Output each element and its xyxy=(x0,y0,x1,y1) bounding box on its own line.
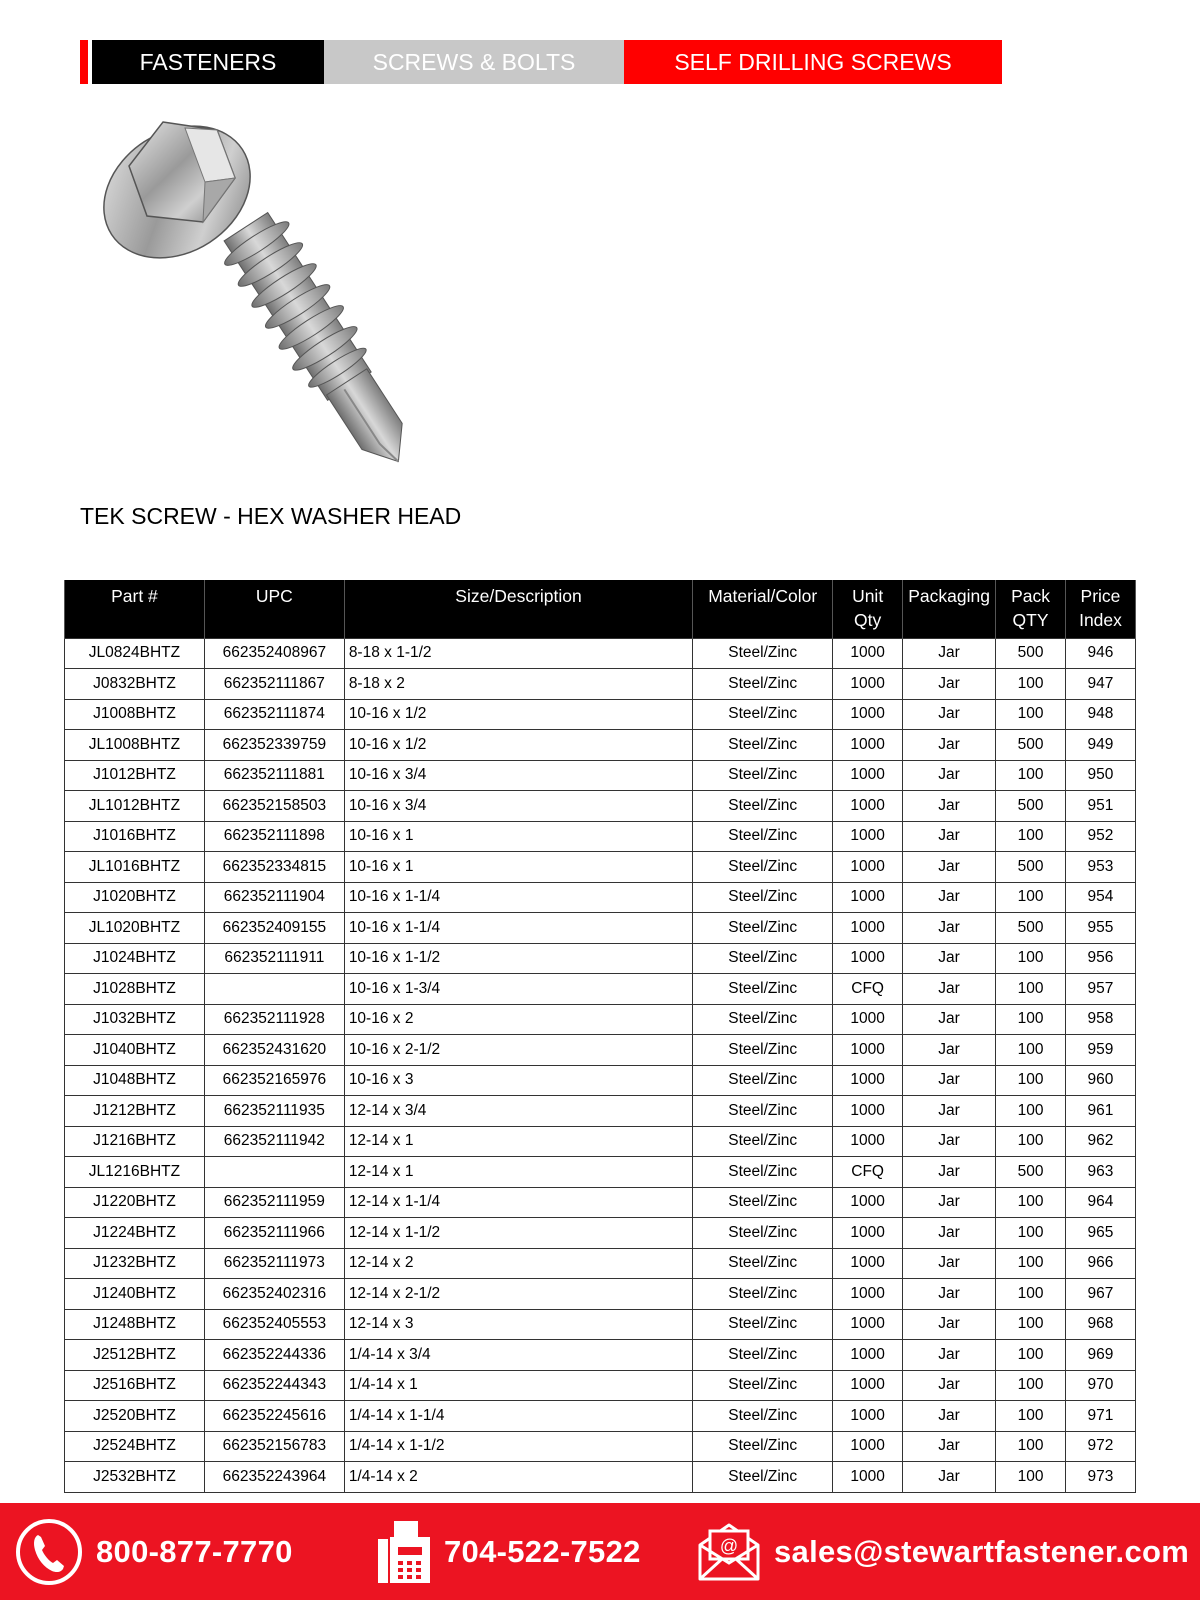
cell-pack-qty: 100 xyxy=(996,1004,1066,1035)
cell-packaging: Jar xyxy=(903,1248,996,1279)
cell-upc: 662352111881 xyxy=(204,760,344,791)
cell-unit-qty: 1000 xyxy=(833,1401,903,1432)
cell-unit-qty: 1000 xyxy=(833,1370,903,1401)
table-row xyxy=(65,882,1136,913)
cell-upc: 662352111911 xyxy=(204,943,344,974)
cell-packaging: Jar xyxy=(903,852,996,883)
cell-unit-qty: 1000 xyxy=(833,913,903,944)
table-row xyxy=(65,1187,1136,1218)
cell-material: Steel/Zinc xyxy=(693,1187,833,1218)
table-row xyxy=(65,1401,1136,1432)
cell-material: Steel/Zinc xyxy=(693,1279,833,1310)
breadcrumb-item-self-drilling-screws[interactable]: SELF DRILLING SCREWS xyxy=(624,40,1002,84)
header-part-label: Part # xyxy=(111,586,158,606)
cell-unit-qty: 1000 xyxy=(833,1035,903,1066)
contact-footer xyxy=(0,1503,1200,1600)
cell-size: 12-14 x 3 xyxy=(344,1309,692,1340)
email-icon xyxy=(696,1523,762,1581)
cell-material: Steel/Zinc xyxy=(693,943,833,974)
cell-price-index: 972 xyxy=(1065,1431,1135,1462)
cell-part: J2532BHTZ xyxy=(65,1462,205,1493)
cell-part: J1020BHTZ xyxy=(65,882,205,913)
table-row xyxy=(65,669,1136,700)
cell-packaging: Jar xyxy=(903,1340,996,1371)
cell-unit-qty: 1000 xyxy=(833,1248,903,1279)
table-row xyxy=(65,1279,1136,1310)
cell-unit-qty: 1000 xyxy=(833,1065,903,1096)
cell-unit-qty: 1000 xyxy=(833,669,903,700)
cell-upc: 662352245616 xyxy=(204,1401,344,1432)
cell-upc: 662352158503 xyxy=(204,791,344,822)
cell-pack-qty: 100 xyxy=(996,760,1066,791)
cell-packaging: Jar xyxy=(903,638,996,669)
header-material-label: Material/Color xyxy=(708,586,818,606)
cell-size: 10-16 x 1 xyxy=(344,852,692,883)
cell-part: J0832BHTZ xyxy=(65,669,205,700)
cell-price-index: 962 xyxy=(1065,1126,1135,1157)
cell-price-index: 965 xyxy=(1065,1218,1135,1249)
header-price-line2: Index xyxy=(1079,610,1122,630)
cell-part: J1028BHTZ xyxy=(65,974,205,1005)
cell-price-index: 960 xyxy=(1065,1065,1135,1096)
cell-upc: 662352111867 xyxy=(204,669,344,700)
cell-pack-qty: 100 xyxy=(996,943,1066,974)
header-price-line1: Price xyxy=(1080,586,1121,606)
cell-size: 10-16 x 2-1/2 xyxy=(344,1035,692,1066)
cell-packaging: Jar xyxy=(903,791,996,822)
cell-upc: 662352409155 xyxy=(204,913,344,944)
cell-packaging: Jar xyxy=(903,699,996,730)
cell-price-index: 948 xyxy=(1065,699,1135,730)
cell-unit-qty: 1000 xyxy=(833,1309,903,1340)
cell-price-index: 946 xyxy=(1065,638,1135,669)
cell-size: 10-16 x 1-3/4 xyxy=(344,974,692,1005)
cell-packaging: Jar xyxy=(903,1126,996,1157)
cell-upc: 662352111904 xyxy=(204,882,344,913)
cell-part: J1224BHTZ xyxy=(65,1218,205,1249)
cell-upc xyxy=(204,1157,344,1188)
cell-price-index: 971 xyxy=(1065,1401,1135,1432)
cell-price-index: 973 xyxy=(1065,1462,1135,1493)
cell-price-index: 947 xyxy=(1065,669,1135,700)
cell-size: 1/4-14 x 1-1/2 xyxy=(344,1431,692,1462)
cell-upc: 662352334815 xyxy=(204,852,344,883)
cell-upc: 662352111874 xyxy=(204,699,344,730)
cell-size: 10-16 x 3 xyxy=(344,1065,692,1096)
cell-unit-qty: 1000 xyxy=(833,1218,903,1249)
cell-size: 12-14 x 2 xyxy=(344,1248,692,1279)
cell-size: 1/4-14 x 2 xyxy=(344,1462,692,1493)
cell-pack-qty: 100 xyxy=(996,1401,1066,1432)
cell-unit-qty: 1000 xyxy=(833,760,903,791)
cell-pack-qty: 100 xyxy=(996,1279,1066,1310)
cell-price-index: 961 xyxy=(1065,1096,1135,1127)
cell-size: 10-16 x 1-1/4 xyxy=(344,882,692,913)
breadcrumb-accent-bar xyxy=(80,40,88,84)
cell-pack-qty: 100 xyxy=(996,1370,1066,1401)
cell-pack-qty: 100 xyxy=(996,1096,1066,1127)
product-spec-table xyxy=(64,580,1136,1493)
cell-unit-qty: 1000 xyxy=(833,730,903,761)
cell-upc: 662352111966 xyxy=(204,1218,344,1249)
cell-part: JL1216BHTZ xyxy=(65,1157,205,1188)
cell-unit-qty: 1000 xyxy=(833,943,903,974)
fax-number[interactable]: 704-522-7522 xyxy=(444,1533,641,1569)
breadcrumb-item-fasteners[interactable]: FASTENERS xyxy=(92,40,324,84)
footer-fax[interactable] xyxy=(376,1503,641,1600)
cell-unit-qty: 1000 xyxy=(833,791,903,822)
header-pack-qty-line2: QTY xyxy=(1012,610,1049,630)
cell-pack-qty: 100 xyxy=(996,1462,1066,1493)
header-packaging xyxy=(903,580,996,638)
table-row xyxy=(65,1462,1136,1493)
cell-unit-qty: 1000 xyxy=(833,1096,903,1127)
cell-price-index: 968 xyxy=(1065,1309,1135,1340)
cell-part: J2524BHTZ xyxy=(65,1431,205,1462)
cell-part: J1040BHTZ xyxy=(65,1035,205,1066)
cell-size: 1/4-14 x 3/4 xyxy=(344,1340,692,1371)
cell-material: Steel/Zinc xyxy=(693,699,833,730)
cell-unit-qty: 1000 xyxy=(833,882,903,913)
cell-packaging: Jar xyxy=(903,1096,996,1127)
cell-material: Steel/Zinc xyxy=(693,1218,833,1249)
cell-size: 10-16 x 1-1/2 xyxy=(344,943,692,974)
cell-pack-qty: 100 xyxy=(996,1065,1066,1096)
cell-unit-qty: CFQ xyxy=(833,1157,903,1188)
cell-size: 10-16 x 1 xyxy=(344,821,692,852)
cell-packaging: Jar xyxy=(903,1004,996,1035)
cell-part: J1008BHTZ xyxy=(65,699,205,730)
cell-upc: 662352111928 xyxy=(204,1004,344,1035)
table-row xyxy=(65,1309,1136,1340)
cell-unit-qty: 1000 xyxy=(833,699,903,730)
cell-upc: 662352339759 xyxy=(204,730,344,761)
table-row xyxy=(65,913,1136,944)
cell-price-index: 950 xyxy=(1065,760,1135,791)
cell-material: Steel/Zinc xyxy=(693,1065,833,1096)
cell-material: Steel/Zinc xyxy=(693,1004,833,1035)
cell-price-index: 954 xyxy=(1065,882,1135,913)
svg-text:@: @ xyxy=(719,1535,739,1556)
cell-pack-qty: 500 xyxy=(996,791,1066,822)
cell-material: Steel/Zinc xyxy=(693,913,833,944)
cell-size: 12-14 x 1-1/2 xyxy=(344,1218,692,1249)
cell-size: 10-16 x 2 xyxy=(344,1004,692,1035)
cell-part: J1240BHTZ xyxy=(65,1279,205,1310)
cell-packaging: Jar xyxy=(903,730,996,761)
cell-upc: 662352165976 xyxy=(204,1065,344,1096)
cell-pack-qty: 100 xyxy=(996,1218,1066,1249)
table-row xyxy=(65,1035,1136,1066)
cell-material: Steel/Zinc xyxy=(693,1248,833,1279)
cell-price-index: 957 xyxy=(1065,974,1135,1005)
cell-price-index: 964 xyxy=(1065,1187,1135,1218)
header-size-label: Size/Description xyxy=(455,586,582,606)
cell-part: J1248BHTZ xyxy=(65,1309,205,1340)
cell-pack-qty: 500 xyxy=(996,1157,1066,1188)
cell-unit-qty: 1000 xyxy=(833,638,903,669)
table-row xyxy=(65,1157,1136,1188)
cell-pack-qty: 100 xyxy=(996,669,1066,700)
cell-material: Steel/Zinc xyxy=(693,791,833,822)
cell-size: 12-14 x 2-1/2 xyxy=(344,1279,692,1310)
cell-packaging: Jar xyxy=(903,1279,996,1310)
cell-size: 10-16 x 1/2 xyxy=(344,730,692,761)
header-pack-qty-line1: Pack xyxy=(1011,586,1050,606)
cell-packaging: Jar xyxy=(903,913,996,944)
cell-pack-qty: 100 xyxy=(996,974,1066,1005)
cell-upc: 662352431620 xyxy=(204,1035,344,1066)
cell-unit-qty: 1000 xyxy=(833,1187,903,1218)
cell-part: JL1020BHTZ xyxy=(65,913,205,944)
cell-size: 1/4-14 x 1-1/4 xyxy=(344,1401,692,1432)
cell-size: 10-16 x 3/4 xyxy=(344,791,692,822)
table-row xyxy=(65,852,1136,883)
table-row xyxy=(65,760,1136,791)
cell-upc: 662352408967 xyxy=(204,638,344,669)
cell-size: 12-14 x 1-1/4 xyxy=(344,1187,692,1218)
product-title: TEK SCREW - HEX WASHER HEAD xyxy=(80,503,462,529)
table-row xyxy=(65,974,1136,1005)
cell-part: J1216BHTZ xyxy=(65,1126,205,1157)
phone-number[interactable]: 800-877-7770 xyxy=(96,1533,293,1569)
cell-packaging: Jar xyxy=(903,1035,996,1066)
cell-part: J1048BHTZ xyxy=(65,1065,205,1096)
cell-size: 10-16 x 1-1/4 xyxy=(344,913,692,944)
table-row xyxy=(65,943,1136,974)
table-row xyxy=(65,1096,1136,1127)
cell-material: Steel/Zinc xyxy=(693,1431,833,1462)
cell-upc: 662352111942 xyxy=(204,1126,344,1157)
cell-price-index: 966 xyxy=(1065,1248,1135,1279)
cell-material: Steel/Zinc xyxy=(693,730,833,761)
cell-part: J1024BHTZ xyxy=(65,943,205,974)
cell-packaging: Jar xyxy=(903,760,996,791)
cell-price-index: 967 xyxy=(1065,1279,1135,1310)
cell-price-index: 953 xyxy=(1065,852,1135,883)
cell-size: 10-16 x 1/2 xyxy=(344,699,692,730)
cell-unit-qty: 1000 xyxy=(833,852,903,883)
cell-price-index: 970 xyxy=(1065,1370,1135,1401)
cell-pack-qty: 100 xyxy=(996,1187,1066,1218)
table-body xyxy=(65,638,1136,1492)
header-part xyxy=(65,580,205,638)
cell-packaging: Jar xyxy=(903,943,996,974)
cell-material: Steel/Zinc xyxy=(693,1035,833,1066)
header-unit-qty-line1: Unit xyxy=(852,586,884,606)
breadcrumb-item-screws-bolts[interactable]: SCREWS & BOLTS xyxy=(324,40,624,84)
cell-upc: 662352244336 xyxy=(204,1340,344,1371)
cell-packaging: Jar xyxy=(903,1462,996,1493)
cell-material: Steel/Zinc xyxy=(693,1340,833,1371)
header-unit-qty-line2: Qty xyxy=(854,610,882,630)
cell-part: JL1012BHTZ xyxy=(65,791,205,822)
cell-material: Steel/Zinc xyxy=(693,1462,833,1493)
cell-packaging: Jar xyxy=(903,1218,996,1249)
cell-packaging: Jar xyxy=(903,974,996,1005)
hex-washer-head-tek-screw-icon xyxy=(85,100,430,480)
breadcrumb xyxy=(80,40,1002,84)
cell-pack-qty: 100 xyxy=(996,1126,1066,1157)
product-image xyxy=(85,100,485,480)
cell-material: Steel/Zinc xyxy=(693,760,833,791)
cell-pack-qty: 100 xyxy=(996,1340,1066,1371)
cell-packaging: Jar xyxy=(903,1187,996,1218)
cell-upc: 662352405553 xyxy=(204,1309,344,1340)
cell-packaging: Jar xyxy=(903,1309,996,1340)
cell-part: J1232BHTZ xyxy=(65,1248,205,1279)
cell-part: J1212BHTZ xyxy=(65,1096,205,1127)
table-row xyxy=(65,1065,1136,1096)
cell-price-index: 959 xyxy=(1065,1035,1135,1066)
cell-upc: 662352156783 xyxy=(204,1431,344,1462)
cell-packaging: Jar xyxy=(903,669,996,700)
cell-part: JL1016BHTZ xyxy=(65,852,205,883)
cell-packaging: Jar xyxy=(903,1065,996,1096)
cell-upc: 662352244343 xyxy=(204,1370,344,1401)
table-row xyxy=(65,1431,1136,1462)
footer-email[interactable] xyxy=(696,1503,1189,1600)
cell-size: 8-18 x 2 xyxy=(344,669,692,700)
cell-part: J1012BHTZ xyxy=(65,760,205,791)
cell-pack-qty: 100 xyxy=(996,882,1066,913)
fax-icon xyxy=(376,1519,432,1585)
header-upc-label: UPC xyxy=(255,586,293,606)
cell-part: J2516BHTZ xyxy=(65,1370,205,1401)
cell-price-index: 952 xyxy=(1065,821,1135,852)
cell-price-index: 969 xyxy=(1065,1340,1135,1371)
cell-size: 12-14 x 3/4 xyxy=(344,1096,692,1127)
cell-part: J2512BHTZ xyxy=(65,1340,205,1371)
cell-pack-qty: 100 xyxy=(996,1248,1066,1279)
cell-upc: 662352111935 xyxy=(204,1096,344,1127)
table-row xyxy=(65,638,1136,669)
table-row xyxy=(65,1370,1136,1401)
email-address[interactable]: sales@stewartfastener.com xyxy=(774,1533,1190,1569)
cell-upc: 662352111898 xyxy=(204,821,344,852)
cell-price-index: 955 xyxy=(1065,913,1135,944)
cell-upc: 662352111959 xyxy=(204,1187,344,1218)
cell-pack-qty: 500 xyxy=(996,730,1066,761)
cell-unit-qty: 1000 xyxy=(833,821,903,852)
table-row xyxy=(65,730,1136,761)
cell-material: Steel/Zinc xyxy=(693,882,833,913)
cell-unit-qty: 1000 xyxy=(833,1004,903,1035)
cell-material: Steel/Zinc xyxy=(693,821,833,852)
cell-price-index: 958 xyxy=(1065,1004,1135,1035)
cell-pack-qty: 100 xyxy=(996,1035,1066,1066)
cell-packaging: Jar xyxy=(903,1370,996,1401)
cell-pack-qty: 100 xyxy=(996,699,1066,730)
table-row xyxy=(65,821,1136,852)
header-packaging-label: Packaging xyxy=(908,586,990,606)
cell-part: J1220BHTZ xyxy=(65,1187,205,1218)
cell-upc xyxy=(204,974,344,1005)
cell-packaging: Jar xyxy=(903,1157,996,1188)
cell-upc: 662352111973 xyxy=(204,1248,344,1279)
table-row xyxy=(65,699,1136,730)
cell-material: Steel/Zinc xyxy=(693,852,833,883)
cell-packaging: Jar xyxy=(903,882,996,913)
footer-phone[interactable] xyxy=(14,1503,293,1600)
phone-icon xyxy=(14,1517,84,1587)
cell-material: Steel/Zinc xyxy=(693,1157,833,1188)
cell-part: J1032BHTZ xyxy=(65,1004,205,1035)
table-row xyxy=(65,791,1136,822)
cell-material: Steel/Zinc xyxy=(693,974,833,1005)
cell-pack-qty: 100 xyxy=(996,1431,1066,1462)
header-size xyxy=(344,580,692,638)
cell-price-index: 951 xyxy=(1065,791,1135,822)
table-row xyxy=(65,1248,1136,1279)
header-unit-qty xyxy=(833,580,903,638)
cell-upc: 662352243964 xyxy=(204,1462,344,1493)
cell-packaging: Jar xyxy=(903,821,996,852)
cell-material: Steel/Zinc xyxy=(693,1096,833,1127)
cell-material: Steel/Zinc xyxy=(693,638,833,669)
cell-pack-qty: 500 xyxy=(996,638,1066,669)
table-header-row xyxy=(65,580,1136,638)
cell-pack-qty: 500 xyxy=(996,913,1066,944)
cell-material: Steel/Zinc xyxy=(693,1401,833,1432)
cell-upc: 662352402316 xyxy=(204,1279,344,1310)
cell-part: JL1008BHTZ xyxy=(65,730,205,761)
cell-unit-qty: CFQ xyxy=(833,974,903,1005)
cell-size: 1/4-14 x 1 xyxy=(344,1370,692,1401)
table-row xyxy=(65,1126,1136,1157)
cell-pack-qty: 500 xyxy=(996,852,1066,883)
cell-price-index: 963 xyxy=(1065,1157,1135,1188)
cell-size: 10-16 x 3/4 xyxy=(344,760,692,791)
header-price-index xyxy=(1065,580,1135,638)
cell-part: J1016BHTZ xyxy=(65,821,205,852)
header-pack-qty xyxy=(996,580,1066,638)
header-upc xyxy=(204,580,344,638)
cell-unit-qty: 1000 xyxy=(833,1279,903,1310)
cell-unit-qty: 1000 xyxy=(833,1126,903,1157)
cell-size: 12-14 x 1 xyxy=(344,1126,692,1157)
cell-part: JL0824BHTZ xyxy=(65,638,205,669)
cell-packaging: Jar xyxy=(903,1401,996,1432)
cell-size: 12-14 x 1 xyxy=(344,1157,692,1188)
cell-packaging: Jar xyxy=(903,1431,996,1462)
cell-material: Steel/Zinc xyxy=(693,1370,833,1401)
cell-unit-qty: 1000 xyxy=(833,1431,903,1462)
cell-price-index: 949 xyxy=(1065,730,1135,761)
cell-part: J2520BHTZ xyxy=(65,1401,205,1432)
cell-pack-qty: 100 xyxy=(996,1309,1066,1340)
header-material xyxy=(693,580,833,638)
cell-unit-qty: 1000 xyxy=(833,1462,903,1493)
cell-unit-qty: 1000 xyxy=(833,1340,903,1371)
table-row xyxy=(65,1004,1136,1035)
cell-material: Steel/Zinc xyxy=(693,1309,833,1340)
cell-pack-qty: 100 xyxy=(996,821,1066,852)
table-row xyxy=(65,1218,1136,1249)
cell-price-index: 956 xyxy=(1065,943,1135,974)
cell-material: Steel/Zinc xyxy=(693,1126,833,1157)
cell-material: Steel/Zinc xyxy=(693,669,833,700)
cell-size: 8-18 x 1-1/2 xyxy=(344,638,692,669)
table-row xyxy=(65,1340,1136,1371)
